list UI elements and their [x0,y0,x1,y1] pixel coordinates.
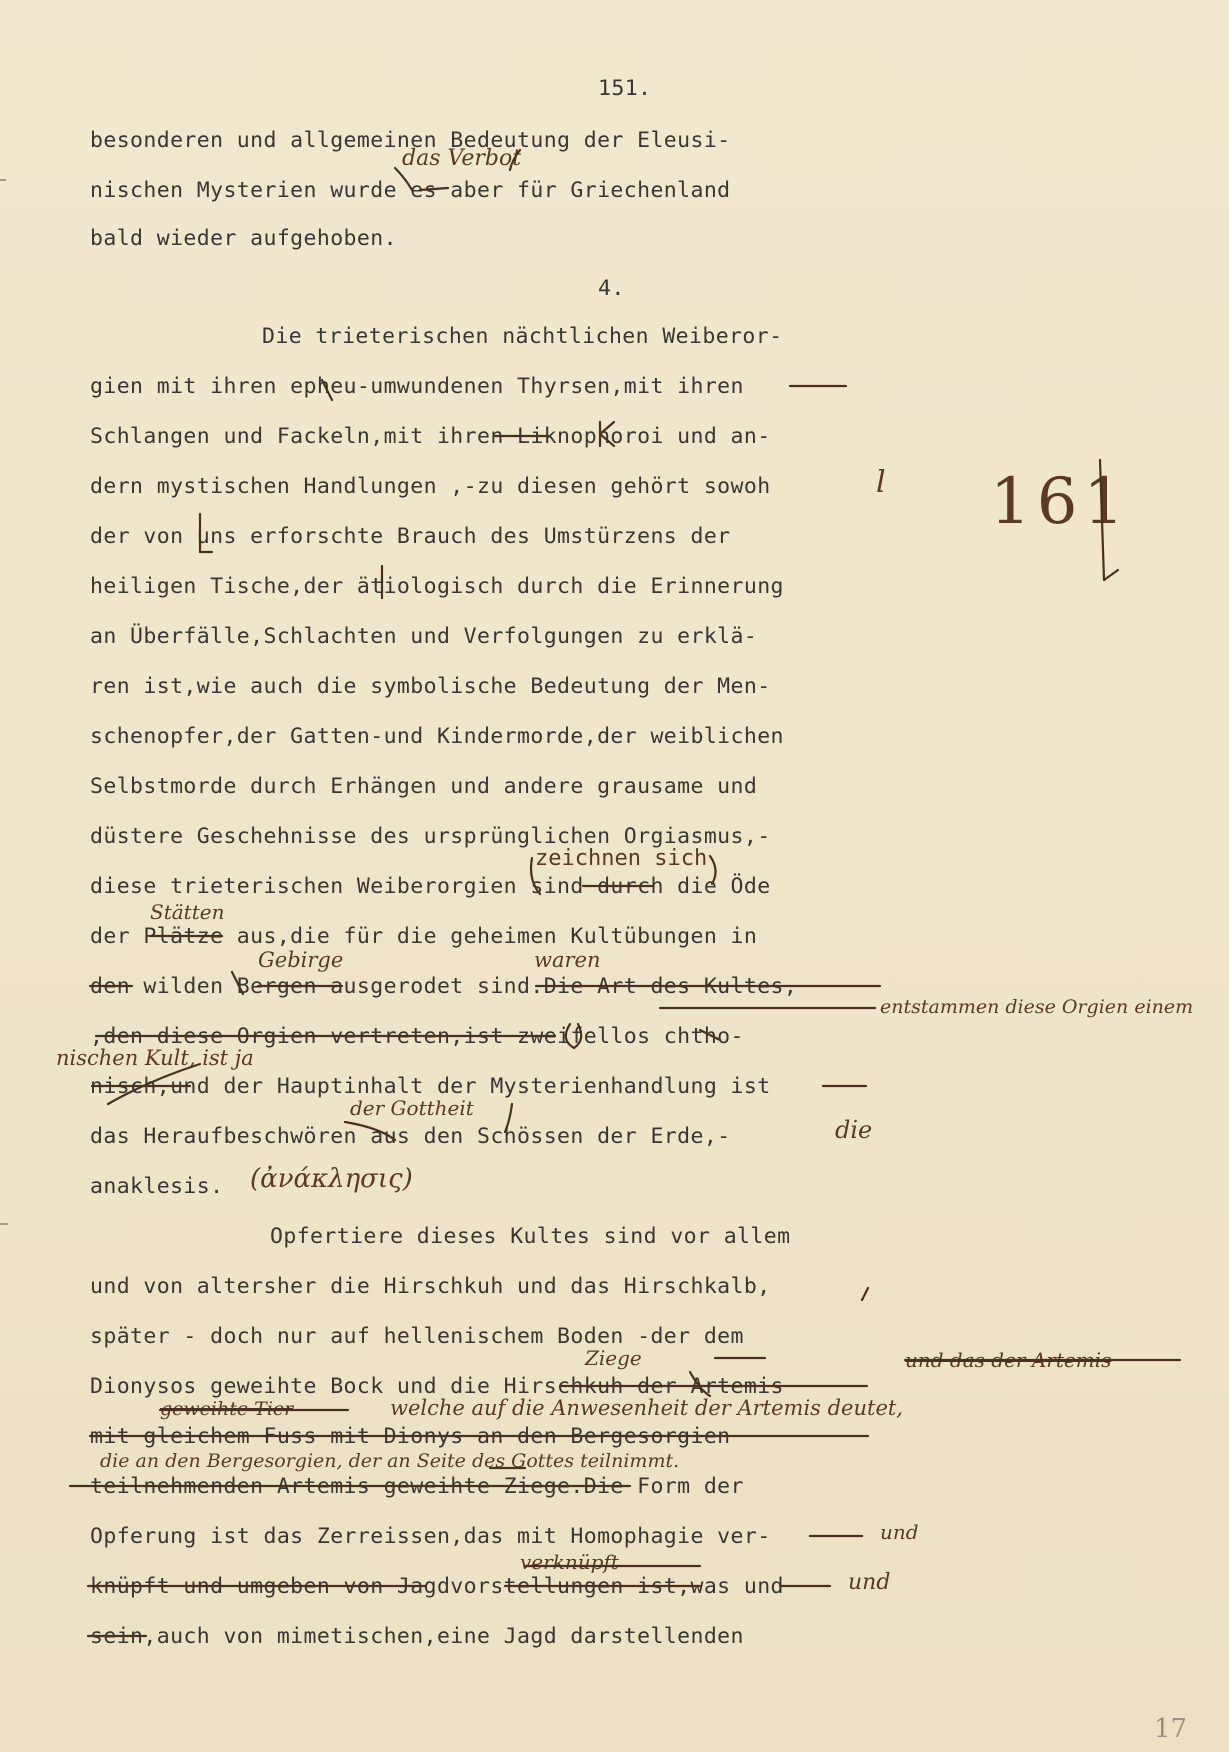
handwritten-ziege: Ziege [585,1346,642,1370]
folio-number: 161 [990,465,1131,539]
typed-line: mit gleichem Fuss mit Dionys an den Bergesorgien [90,1424,731,1449]
typed-line: Die trieterischen nächtlichen Weiberor- [262,324,783,349]
typed-line: und von altersher die Hirschkuh und das Hirschkalb, [90,1274,771,1299]
typed-line: später - doch nur auf hellenischem Boden -der dem [90,1324,744,1349]
handwritten-verknupft: verknüpft [520,1550,619,1574]
typed-line: den wilden Bergen ausgerodet sind.Die Art des Kultes, [90,974,798,999]
typed-line: Opfertiere dieses Kultes sind vor allem [270,1224,791,1249]
typed-line: dern mystischen Handlungen ,-zu diesen gehört sowoh [90,474,771,499]
handwritten-l: l [876,465,886,500]
typed-line: knüpft und umgeben von Jagdvorstellungen ist,was und [90,1574,784,1599]
typed-line: anaklesis. [90,1174,224,1199]
handwritten-entstammen: entstammen diese Orgien einem [880,996,1194,1018]
page-number: 151. [598,76,652,101]
typed-line: besonderen und allgemeinen Bedeutung der Eleusi- [90,128,731,153]
handwritten-die-an-den: die an den Bergesorgien, der an Seite des Gottes teilnimmt. [100,1450,680,1472]
handwritten-gebirge: Gebirge [258,948,344,972]
corner-number: 17 [1154,1714,1188,1744]
typed-line: an Überfälle,Schlachten und Verfolgungen zu erklä- [90,624,758,649]
typed-line: diese trieterischen Weiberorgien sind durch die Öde [90,874,771,899]
handwritten-welche-auf: welche auf die Anwesenheit der Artemis deutet, [390,1396,903,1420]
handwritten-der-gottheit: der Gottheit [350,1096,474,1120]
handwritten-zeichnen-sich: zeichnen sich [535,846,708,871]
handwritten-geweihte-tier: geweihte Tier [160,1398,294,1420]
typed-line: heiligen Tische,der ätiologisch durch die Erinnerung [90,574,784,599]
typed-line: ren ist,wie auch die symbolische Bedeutung der Men- [90,674,771,699]
typed-line: nisch,und der Hauptinhalt der Mysterienhandlung ist [90,1074,771,1099]
typed-line: Schlangen und Fackeln,mit ihren Liknophoroi und an- [90,424,771,449]
typed-line: der Plätze aus,die für die geheimen Kultübungen in [90,924,758,949]
typed-line: ,den diese Orgien vertreten,ist zweifellos chtho- [90,1024,744,1049]
typed-line: düstere Geschehnisse des ursprünglichen Orgiasmus,- [90,824,771,849]
typed-line: das Heraufbeschwören aus den Schössen der Erde,- [90,1124,731,1149]
typed-line: bald wieder aufgehoben. [90,226,397,251]
typed-line: Dionysos geweihte Bock und die Hirschkuh der Artemis [90,1374,784,1399]
typed-line: sein,auch von mimetischen,eine Jagd darstellenden [90,1624,744,1649]
handwritten-die: die [835,1116,873,1144]
handwritten-statten: Stätten [150,900,225,924]
handwritten-und-das-der-artemis: und das der Artemis [905,1348,1112,1372]
typed-line: der von uns erforschte Brauch des Umstürzens der [90,524,731,549]
typed-line: nischen Mysterien wurde es aber für Griechenland [90,178,731,203]
typed-line: Selbstmorde durch Erhängen und andere grausame und [90,774,758,799]
handwritten-und-2: und [848,1570,891,1595]
handwritten-und-1: und [880,1520,919,1544]
typed-line: teilnehmenden Artemis geweihte Ziege.Die Form der [90,1474,744,1499]
typed-line: Opferung ist das Zerreissen,das mit Homophagie ver- [90,1524,771,1549]
handwritten-waren: waren [534,948,601,972]
handwritten-nischen-kult: nischen Kult, ist ja [56,1046,254,1070]
section-number: 4. [598,276,625,301]
typed-line: gien mit ihren epheu-umwundenen Thyrsen,mit ihren [90,374,744,399]
handwritten-anaklesis-greek: (ἀνάκλησις) [250,1164,413,1194]
handwritten-das-verbot: das Verbot [402,146,522,171]
typed-line: schenopfer,der Gatten-und Kindermorde,der weiblichen [90,724,784,749]
